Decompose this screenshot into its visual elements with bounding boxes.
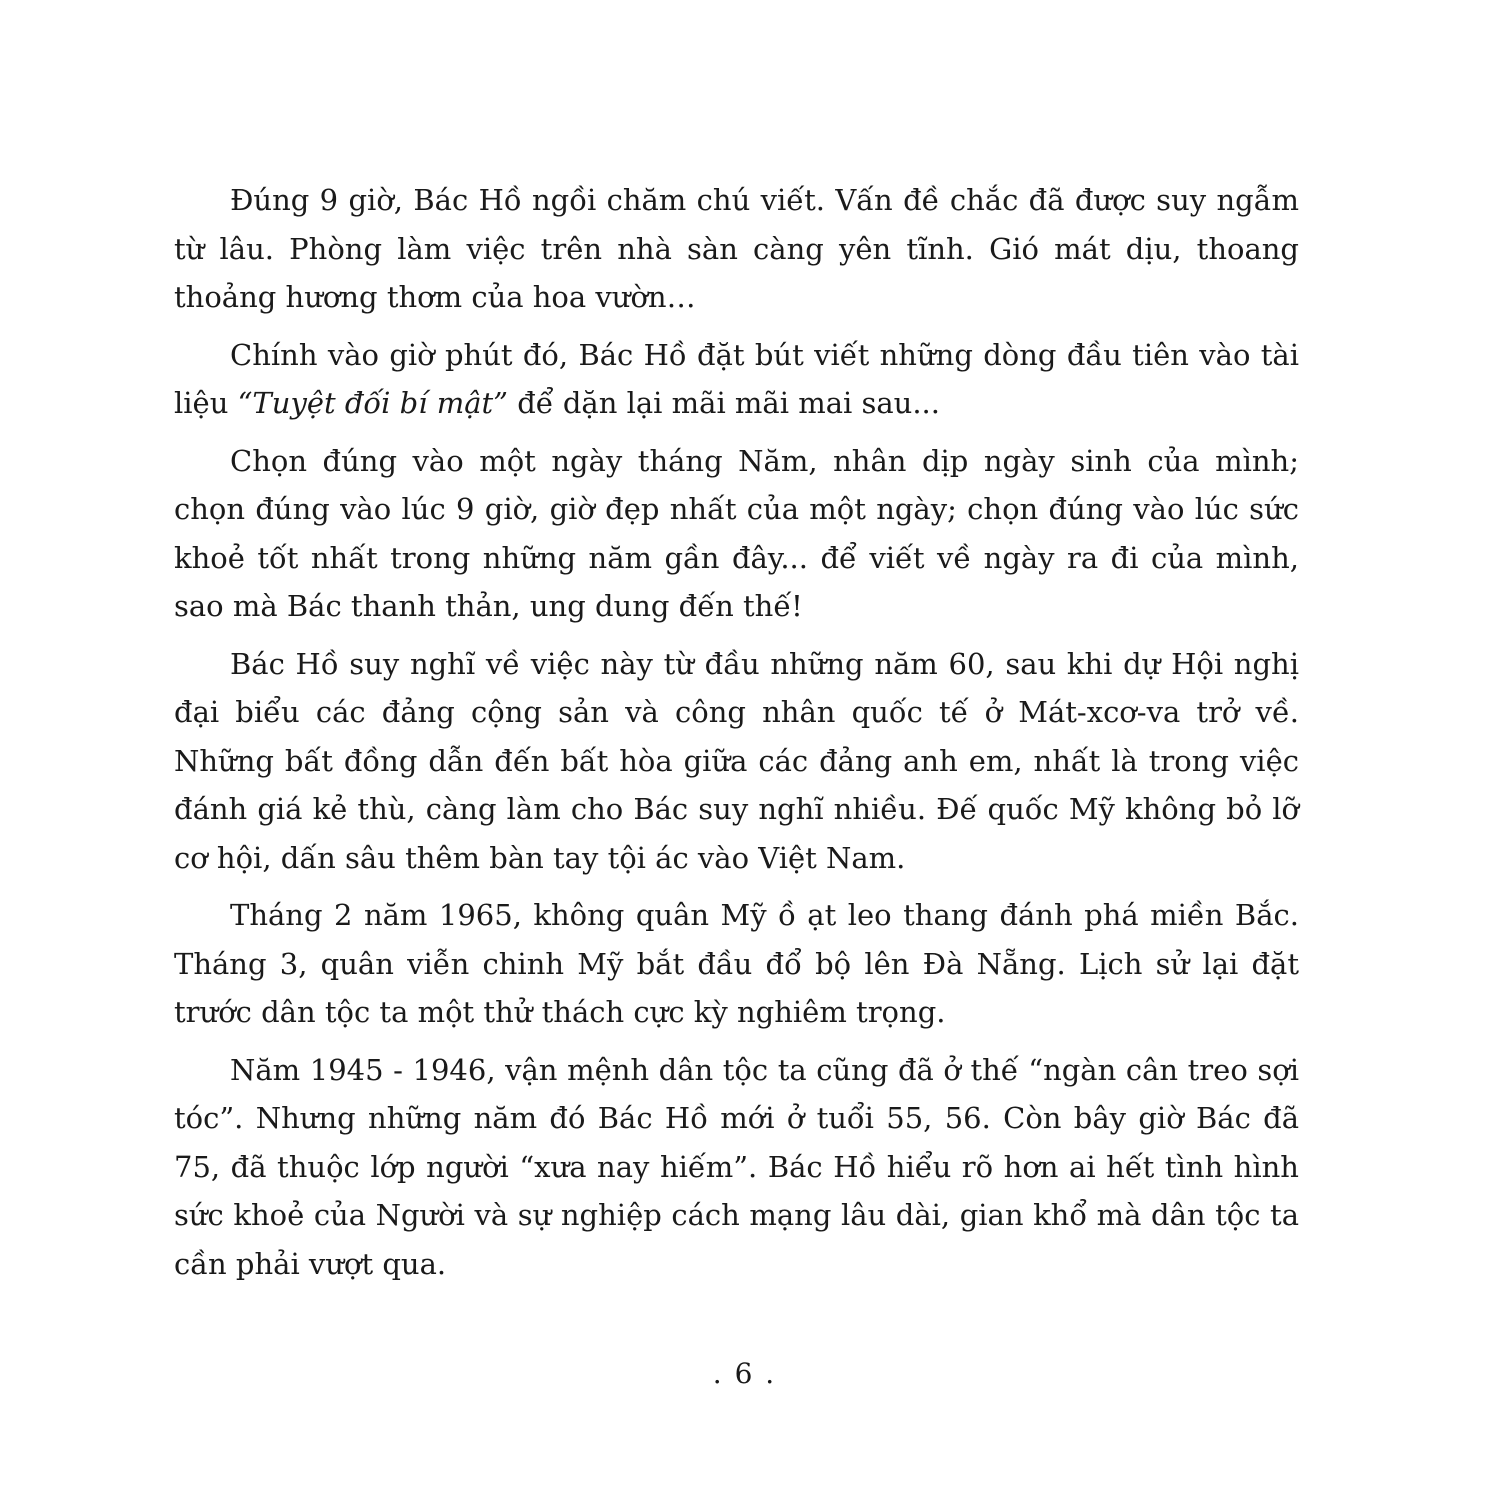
paragraph-6-text: Năm 1945 - 1946, vận mệnh dân tộc ta cũng đã ở thế “ngàn cân treo sợi tóc”. Nhưng những năm đó Bác Hồ mới ở tuổi 55, 56. Còn bây giờ Bác đã 75, đã thuộc lớp người “xưa nay hiếm”. Bác Hồ hiểu rõ hơn ai hết tình hình sức khoẻ của Người và sự nghiệp cách mạng lâu dài, gian khổ mà dân tộc ta cần phải vượt qua. xyxy=(174,1052,1299,1281)
paragraph-2-text-after: để dặn lại mãi mãi mai sau... xyxy=(508,386,940,420)
paragraph-4 xyxy=(174,640,1299,883)
paragraph-4-text: Bác Hồ suy nghĩ về việc này từ đầu những năm 60, sau khi dự Hội nghị đại biểu các đảng cộng sản và công nhân quốc tế ở Mát-xcơ-va trở về. Những bất đồng dẫn đến bất hòa giữa các đảng anh em, nhất là trong việc đánh giá kẻ thù, càng làm cho Bác suy nghĩ nhiều. Đế quốc Mỹ không bỏ lỡ cơ hội, dấn sâu thêm bàn tay tội ác vào Việt Nam. xyxy=(174,646,1299,875)
book-page-body xyxy=(174,176,1299,1288)
paragraph-5-text: Tháng 2 năm 1965, không quân Mỹ ồ ạt leo thang đánh phá miền Bắc. Tháng 3, quân viễn chinh Mỹ bắt đầu đổ bộ lên Đà Nẵng. Lịch sử lại đặt trước dân tộc ta một thử thách cực kỳ nghiêm trọng. xyxy=(174,898,1299,1029)
document-title-italic: “Tuyệt đối bí mật” xyxy=(237,386,508,420)
paragraph-6 xyxy=(174,1046,1299,1289)
paragraph-1 xyxy=(174,176,1299,322)
paragraph-3 xyxy=(174,437,1299,631)
paragraph-5 xyxy=(174,891,1299,1037)
page-number: . 6 . xyxy=(712,1357,777,1390)
paragraph-2-text: Chính vào giờ phút đó, Bác Hồ đặt bút viết những dòng đầu tiên vào tài liệu xyxy=(174,337,1299,420)
paragraph-1-text: Đúng 9 giờ, Bác Hồ ngồi chăm chú viết. Vấn đề chắc đã được suy ngẫm từ lâu. Phòng làm việc trên nhà sàn càng yên tĩnh. Gió mát dịu, thoang thoảng hương thơm của hoa vườn… xyxy=(174,183,1299,314)
paragraph-3-text: Chọn đúng vào một ngày tháng Năm, nhân dịp ngày sinh của mình; chọn đúng vào lúc 9 giờ, giờ đẹp nhất của một ngày; chọn đúng vào lúc sức khoẻ tốt nhất trong những năm gần đây... để viết về ngày ra đi của mình, sao mà Bác thanh thản, ung dung đến thế! xyxy=(174,443,1299,623)
paragraph-2 xyxy=(174,331,1299,428)
